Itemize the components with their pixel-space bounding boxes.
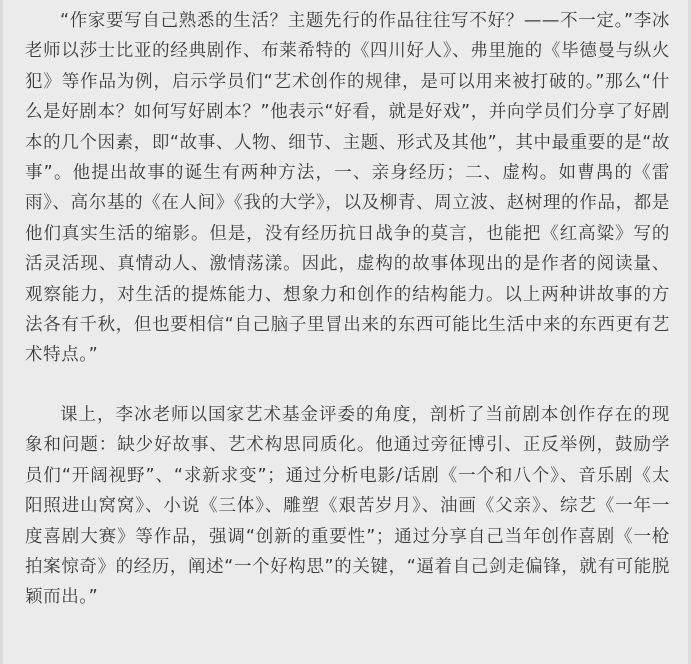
article-body <box>25 6 670 613</box>
paragraph-1: “作家要写自己熟悉的生活？主题先行的作品往往写不好？——不一定。”李冰老师以莎士比亚的经典剧作、布莱希特的《四川好人》、弗里施的《毕德曼与纵火犯》等作品为例，启示学员们“艺术创作的规律，是可以用来被打破的。”那么“什么是好剧本？如何写好剧本？”他表示“好看，就是好戏”，并向学员们分享了好剧本的几个因素，即“故事、人物、细节、主题、形式及其他”，其中最重要的是“故事”。他提出故事的诞生有两种方法，一、亲身经历；二、虚构。如曹禺的《雷雨》、高尔基的《在人间》《我的大学》，以及柳青、周立波、赵树理的作品，都是他们真实生活的缩影。但是，没有经历抗日战争的莫言，也能把《红高粱》写的活灵活现、真情动人、激情荡漾。因此，虚构的故事体现出的是作者的阅读量、观察能力，对生活的提炼能力、想象力和创作的结构能力。以上两种讲故事的方法各有千秋，但也要相信“自己脑子里冒出来的东西可能比生活中来的东西更有艺术特点。” <box>25 11 670 366</box>
left-border <box>0 0 3 664</box>
paragraph-2: 课上，李冰老师以国家艺术基金评委的角度，剖析了当前剧本创作存在的现象和问题：缺少好故事、艺术构思同质化。他通过旁征博引、正反举例，鼓励学员们“开阔视野”、“求新求变”；通过分析电影/话剧《一个和八个》、音乐剧《太阳照进山窝窝》、小说《三体》、雕塑《艰苦岁月》、油画《父亲》、综艺《一年一度喜剧大赛》等作品，强调“创新的重要性”；通过分享自己当年创作喜剧《一枪拍案惊奇》的经历，阐述“一个好构思”的关键，“逼着自己剑走偏锋，就有可能脱颖而出。” <box>25 404 670 608</box>
